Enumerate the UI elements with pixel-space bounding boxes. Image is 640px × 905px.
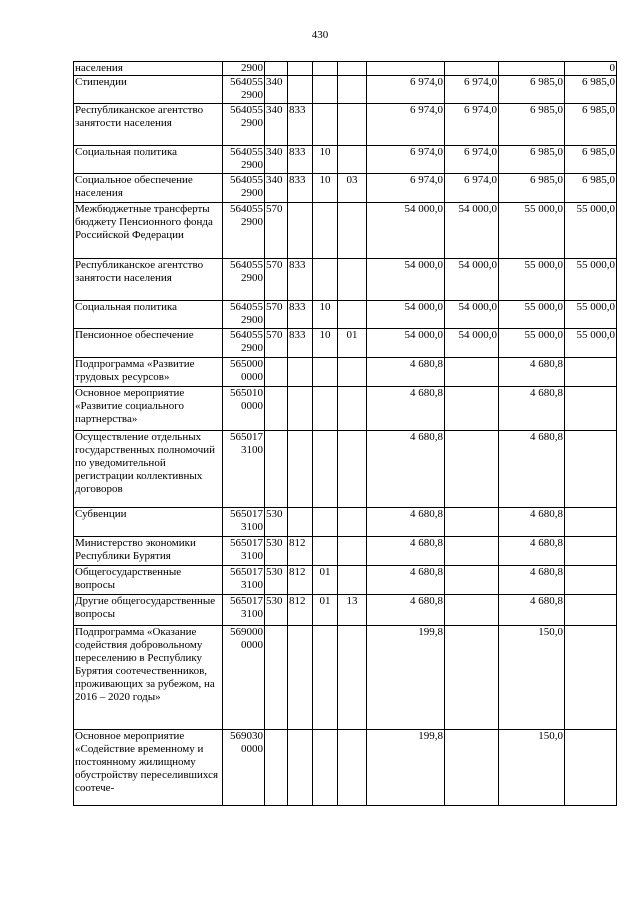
- target-article-part1: 565017: [230, 566, 263, 578]
- table-row: [74, 174, 617, 203]
- row-name-cell: Республиканское агентство занятости населения: [74, 104, 223, 146]
- amount-cell-1: 4 680,8: [367, 508, 445, 537]
- amount-cell-3: 4 680,8: [499, 387, 565, 431]
- section-cell: 10: [313, 301, 338, 329]
- target-article-cell: [223, 259, 265, 301]
- row-name-cell: Подпрограмма «Оказание содействия добровольному переселению в Республику Бурятия соотечественников, проживающих за рубежом, на 2016 – 2020 годы»: [74, 626, 223, 730]
- amount-cell-1: 4 680,8: [367, 358, 445, 387]
- target-article-cell: [223, 626, 265, 730]
- page-number: 430: [311, 29, 329, 41]
- amount-cell-3: 6 985,0: [499, 104, 565, 146]
- table-row: [74, 104, 617, 146]
- amount-cell-2: [445, 62, 499, 76]
- target-article-cell: [223, 76, 265, 104]
- subsection-cell: [338, 76, 367, 104]
- amount-cell-4: 55 000,0: [565, 329, 617, 358]
- amount-cell-4: [565, 537, 617, 566]
- amount-cell-1: 6 974,0: [367, 174, 445, 203]
- amount-cell-4: 6 985,0: [565, 104, 617, 146]
- amount-cell-3: 150,0: [499, 626, 565, 730]
- section-cell: [313, 62, 338, 76]
- table-row: [74, 76, 617, 104]
- budget-table: [73, 61, 617, 806]
- amount-cell-3: 4 680,8: [499, 508, 565, 537]
- section-cell: [313, 387, 338, 431]
- target-article-part2: 2900: [241, 314, 263, 326]
- expense-type-cell: [265, 62, 288, 76]
- section-cell: 01: [313, 595, 338, 626]
- table-row: [74, 358, 617, 387]
- target-article-cell: [223, 537, 265, 566]
- amount-cell-2: 6 974,0: [445, 174, 499, 203]
- amount-cell-2: [445, 730, 499, 806]
- amount-cell-4: 55 000,0: [565, 203, 617, 259]
- row-name-cell: Социальное обеспечение населения: [74, 174, 223, 203]
- row-name-cell: Пенсионное обеспечение: [74, 329, 223, 358]
- amount-cell-3: 55 000,0: [499, 259, 565, 301]
- amount-cell-2: 54 000,0: [445, 301, 499, 329]
- expense-type-cell: 570: [265, 301, 288, 329]
- administrator-cell: 833: [288, 329, 313, 358]
- administrator-cell: 833: [288, 174, 313, 203]
- expense-type-cell: 340: [265, 76, 288, 104]
- target-article-part2: 0000: [241, 371, 263, 383]
- row-name-cell: Осуществление отдельных государственных полномочий по уведомительной регистрации коллективных договоров: [74, 431, 223, 508]
- section-cell: [313, 358, 338, 387]
- amount-cell-1: 54 000,0: [367, 301, 445, 329]
- target-article-part1: 564055: [230, 76, 263, 88]
- target-article-part1: 564055: [230, 146, 263, 158]
- table-row: [74, 329, 617, 358]
- amount-cell-2: 54 000,0: [445, 259, 499, 301]
- table-row: [74, 730, 617, 806]
- subsection-cell: [338, 730, 367, 806]
- amount-cell-4: 6 985,0: [565, 174, 617, 203]
- table-row: [74, 508, 617, 537]
- amount-cell-4: [565, 358, 617, 387]
- target-article-part2: 3100: [241, 550, 263, 562]
- target-article-part1: 565017: [230, 508, 263, 520]
- expense-type-cell: [265, 626, 288, 730]
- section-cell: [313, 431, 338, 508]
- target-article-cell: [223, 146, 265, 174]
- row-name-cell: Социальная политика: [74, 301, 223, 329]
- target-article-part1: 569000: [230, 626, 263, 638]
- amount-cell-4: [565, 566, 617, 595]
- row-name-cell: Основное мероприятие «Содействие временному и постоянному жилищному обустройству переселившихся соотече-: [74, 730, 223, 806]
- amount-cell-4: 6 985,0: [565, 76, 617, 104]
- amount-cell-1: [367, 62, 445, 76]
- subsection-cell: [338, 431, 367, 508]
- amount-cell-1: 54 000,0: [367, 329, 445, 358]
- subsection-cell: [338, 358, 367, 387]
- target-article-part2: 2900: [241, 216, 263, 228]
- subsection-cell: [338, 566, 367, 595]
- target-article-part2: 3100: [241, 608, 263, 620]
- target-article-cell: [223, 174, 265, 203]
- amount-cell-1: 54 000,0: [367, 203, 445, 259]
- subsection-cell: [338, 387, 367, 431]
- target-article-part2: 2900: [241, 272, 263, 284]
- section-cell: 10: [313, 146, 338, 174]
- administrator-cell: 812: [288, 595, 313, 626]
- expense-type-cell: 340: [265, 104, 288, 146]
- subsection-cell: [338, 259, 367, 301]
- amount-cell-4: 55 000,0: [565, 301, 617, 329]
- table-row: [74, 259, 617, 301]
- table-row: [74, 203, 617, 259]
- expense-type-cell: [265, 730, 288, 806]
- amount-cell-3: 6 985,0: [499, 174, 565, 203]
- row-name-cell: Основное мероприятие «Развитие социального партнерства»: [74, 387, 223, 431]
- amount-cell-3: 4 680,8: [499, 595, 565, 626]
- target-article-cell: [223, 387, 265, 431]
- expense-type-cell: 570: [265, 329, 288, 358]
- amount-cell-1: 4 680,8: [367, 595, 445, 626]
- row-name-cell: Общегосударственные вопросы: [74, 566, 223, 595]
- table-row: [74, 301, 617, 329]
- target-article-cell: [223, 62, 265, 76]
- amount-cell-4: 0: [565, 62, 617, 76]
- section-cell: [313, 203, 338, 259]
- amount-cell-2: [445, 537, 499, 566]
- row-name-cell: Стипендии: [74, 76, 223, 104]
- administrator-cell: [288, 387, 313, 431]
- row-name-cell: Республиканское агентство занятости населения: [74, 259, 223, 301]
- administrator-cell: 812: [288, 537, 313, 566]
- amount-cell-1: 6 974,0: [367, 76, 445, 104]
- section-cell: 10: [313, 329, 338, 358]
- amount-cell-4: [565, 387, 617, 431]
- target-article-part1: 565010: [230, 387, 263, 399]
- administrator-cell: 833: [288, 301, 313, 329]
- administrator-cell: [288, 730, 313, 806]
- section-cell: 10: [313, 174, 338, 203]
- table-row: [74, 387, 617, 431]
- target-article-part1: 565000: [230, 358, 263, 370]
- target-article-part2: 2900: [241, 117, 263, 129]
- amount-cell-1: 4 680,8: [367, 431, 445, 508]
- amount-cell-2: 54 000,0: [445, 203, 499, 259]
- expense-type-cell: 570: [265, 259, 288, 301]
- target-article-part2: 3100: [241, 444, 263, 456]
- subsection-cell: 13: [338, 595, 367, 626]
- subsection-cell: 03: [338, 174, 367, 203]
- table-row: [74, 566, 617, 595]
- budget-table-body: [74, 62, 617, 806]
- amount-cell-3: 4 680,8: [499, 431, 565, 508]
- target-article-cell: [223, 431, 265, 508]
- administrator-cell: 833: [288, 146, 313, 174]
- amount-cell-2: [445, 358, 499, 387]
- target-article-part2: 3100: [241, 579, 263, 591]
- table-row: [74, 595, 617, 626]
- amount-cell-4: [565, 730, 617, 806]
- section-cell: [313, 259, 338, 301]
- target-article-part1: 564055: [230, 174, 263, 186]
- administrator-cell: [288, 626, 313, 730]
- expense-type-cell: 340: [265, 146, 288, 174]
- subsection-cell: [338, 203, 367, 259]
- target-article-cell: [223, 104, 265, 146]
- target-article-part1: 564055: [230, 259, 263, 271]
- target-article-part2: 0000: [241, 400, 263, 412]
- target-article-part1: 565017: [230, 595, 263, 607]
- expense-type-cell: [265, 431, 288, 508]
- target-article-cell: [223, 301, 265, 329]
- amount-cell-2: [445, 387, 499, 431]
- expense-type-cell: 530: [265, 566, 288, 595]
- amount-cell-2: 54 000,0: [445, 329, 499, 358]
- row-name-cell: Другие общегосударственные вопросы: [74, 595, 223, 626]
- target-article-part2: 0000: [241, 639, 263, 651]
- subsection-cell: [338, 104, 367, 146]
- administrator-cell: [288, 508, 313, 537]
- section-cell: [313, 76, 338, 104]
- row-name-cell: населения: [74, 62, 223, 76]
- expense-type-cell: 530: [265, 508, 288, 537]
- table-row: [74, 537, 617, 566]
- administrator-cell: [288, 62, 313, 76]
- amount-cell-2: 6 974,0: [445, 104, 499, 146]
- target-article-part2: 0000: [241, 743, 263, 755]
- amount-cell-3: 55 000,0: [499, 203, 565, 259]
- row-name-cell: Социальная политика: [74, 146, 223, 174]
- subsection-cell: [338, 537, 367, 566]
- target-article-part2: 2900: [241, 159, 263, 171]
- amount-cell-3: 6 985,0: [499, 76, 565, 104]
- target-article-cell: [223, 566, 265, 595]
- amount-cell-1: 4 680,8: [367, 537, 445, 566]
- section-cell: 01: [313, 566, 338, 595]
- administrator-cell: [288, 203, 313, 259]
- subsection-cell: [338, 146, 367, 174]
- amount-cell-1: 4 680,8: [367, 387, 445, 431]
- subsection-cell: [338, 301, 367, 329]
- amount-cell-1: 6 974,0: [367, 146, 445, 174]
- amount-cell-2: [445, 431, 499, 508]
- amount-cell-3: 55 000,0: [499, 329, 565, 358]
- expense-type-cell: [265, 358, 288, 387]
- section-cell: [313, 626, 338, 730]
- target-article-cell: [223, 358, 265, 387]
- amount-cell-2: [445, 595, 499, 626]
- amount-cell-2: [445, 566, 499, 595]
- target-article-part2: 2900: [241, 187, 263, 199]
- amount-cell-1: 199,8: [367, 730, 445, 806]
- expense-type-cell: 530: [265, 595, 288, 626]
- amount-cell-3: 4 680,8: [499, 537, 565, 566]
- amount-cell-4: 55 000,0: [565, 259, 617, 301]
- subsection-cell: [338, 62, 367, 76]
- amount-cell-1: 4 680,8: [367, 566, 445, 595]
- table-row: [74, 62, 617, 76]
- amount-cell-4: 6 985,0: [565, 146, 617, 174]
- amount-cell-3: 6 985,0: [499, 146, 565, 174]
- target-article-part2: 2900: [241, 89, 263, 101]
- section-cell: [313, 104, 338, 146]
- amount-cell-2: 6 974,0: [445, 146, 499, 174]
- row-name-cell: Подпрограмма «Развитие трудовых ресурсов»: [74, 358, 223, 387]
- subsection-cell: [338, 626, 367, 730]
- section-cell: [313, 508, 338, 537]
- target-article-part1: 564055: [230, 203, 263, 215]
- target-article-part2: 2900: [241, 62, 263, 74]
- target-article-part1: 564055: [230, 104, 263, 116]
- table-row: [74, 431, 617, 508]
- subsection-cell: 01: [338, 329, 367, 358]
- target-article-cell: [223, 730, 265, 806]
- expense-type-cell: 530: [265, 537, 288, 566]
- expense-type-cell: [265, 387, 288, 431]
- amount-cell-1: 199,8: [367, 626, 445, 730]
- amount-cell-3: 4 680,8: [499, 566, 565, 595]
- expense-type-cell: 340: [265, 174, 288, 203]
- amount-cell-1: 54 000,0: [367, 259, 445, 301]
- target-article-part1: 565017: [230, 537, 263, 549]
- amount-cell-4: [565, 508, 617, 537]
- administrator-cell: 833: [288, 104, 313, 146]
- amount-cell-4: [565, 595, 617, 626]
- target-article-part1: 569030: [230, 730, 263, 742]
- amount-cell-1: 6 974,0: [367, 104, 445, 146]
- expense-type-cell: 570: [265, 203, 288, 259]
- section-cell: [313, 537, 338, 566]
- amount-cell-4: [565, 626, 617, 730]
- row-name-cell: Субвенции: [74, 508, 223, 537]
- target-article-part1: 564055: [230, 329, 263, 341]
- amount-cell-4: [565, 431, 617, 508]
- target-article-cell: [223, 508, 265, 537]
- target-article-cell: [223, 595, 265, 626]
- administrator-cell: 812: [288, 566, 313, 595]
- amount-cell-3: 150,0: [499, 730, 565, 806]
- target-article-cell: [223, 329, 265, 358]
- amount-cell-3: 55 000,0: [499, 301, 565, 329]
- amount-cell-3: [499, 62, 565, 76]
- administrator-cell: [288, 358, 313, 387]
- administrator-cell: [288, 76, 313, 104]
- subsection-cell: [338, 508, 367, 537]
- section-cell: [313, 730, 338, 806]
- row-name-cell: Межбюджетные трансферты бюджету Пенсионного фонда Российской Федерации: [74, 203, 223, 259]
- amount-cell-3: 4 680,8: [499, 358, 565, 387]
- target-article-part2: 2900: [241, 342, 263, 354]
- administrator-cell: 833: [288, 259, 313, 301]
- table-row: [74, 146, 617, 174]
- target-article-cell: [223, 203, 265, 259]
- amount-cell-2: 6 974,0: [445, 76, 499, 104]
- amount-cell-2: [445, 626, 499, 730]
- target-article-part1: 565017: [230, 431, 263, 443]
- target-article-part1: 564055: [230, 301, 263, 313]
- row-name-cell: Министерство экономики Республики Бурятия: [74, 537, 223, 566]
- target-article-part2: 3100: [241, 521, 263, 533]
- table-row: [74, 626, 617, 730]
- administrator-cell: [288, 431, 313, 508]
- amount-cell-2: [445, 508, 499, 537]
